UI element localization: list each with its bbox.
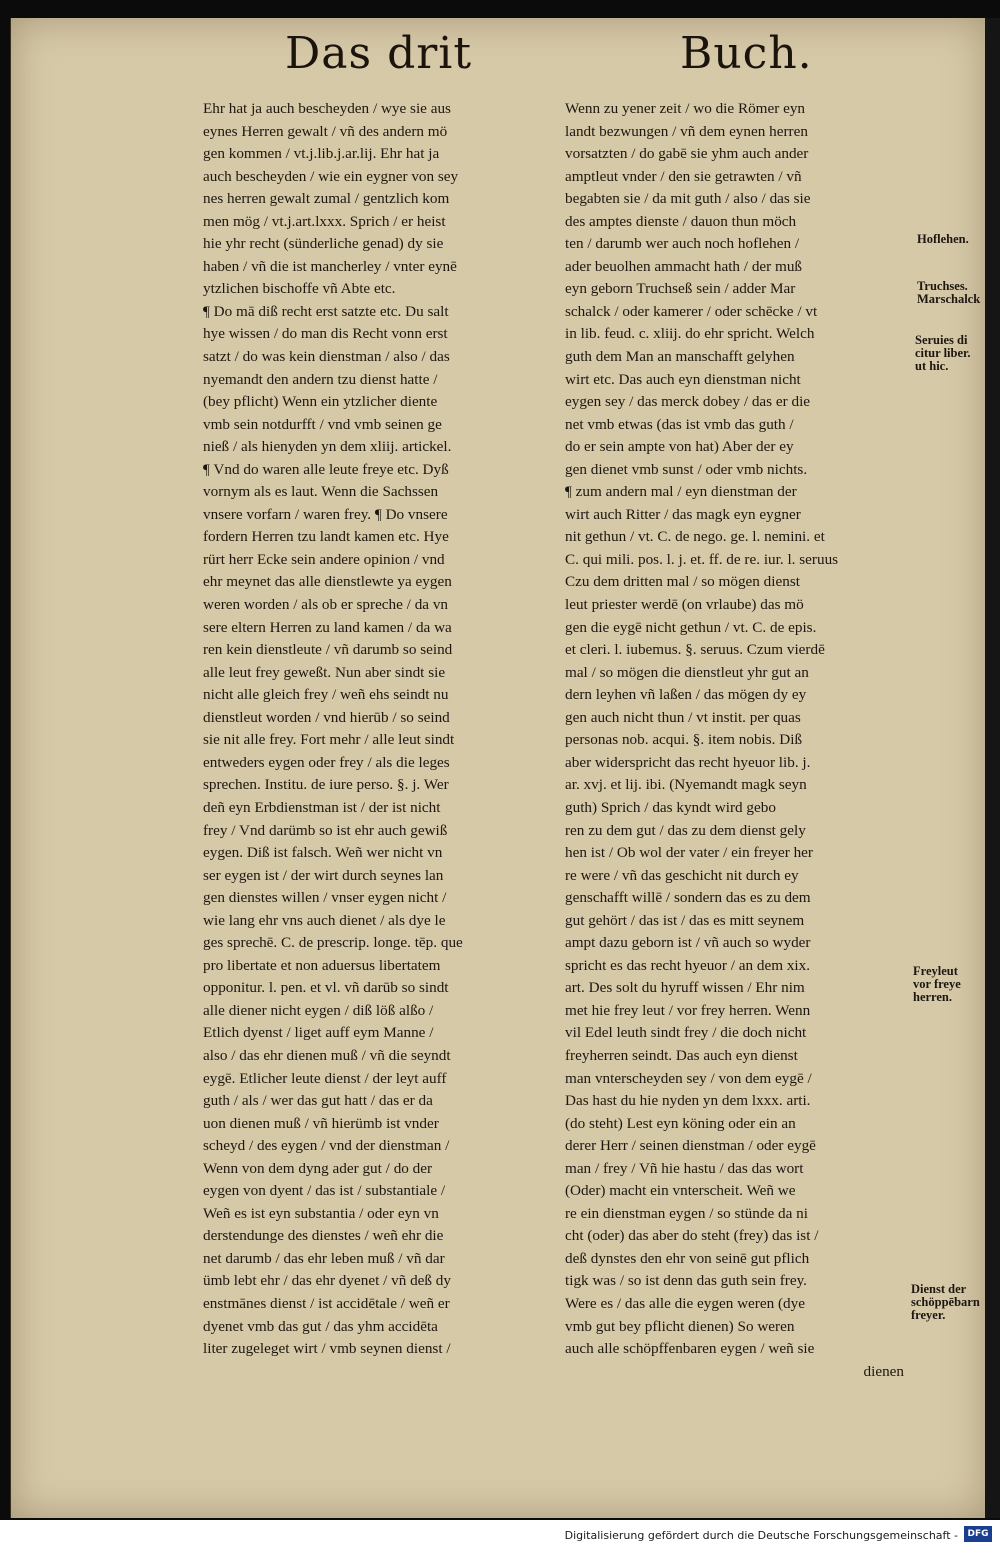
left-column-line: fordern Herren tzu landt kamen etc. Hye [203, 528, 449, 546]
marginal-note-line: ut hic. [915, 359, 949, 373]
left-column-line: nes herren gewalt zumal / gentzlich kom [203, 190, 450, 208]
marginal-note-seruies [915, 334, 971, 373]
left-column-line: dienstleut worden / vnd hierūb / so seind [203, 708, 450, 726]
left-column-line: sprechen. Institu. de iure perso. §. j. Wer [203, 776, 449, 794]
right-column-line: ar. xvj. et lij. ibi. (Nyemandt magk seyn [565, 776, 807, 794]
right-column-line: des amptes dienste / dauon thun möch [565, 212, 797, 230]
left-column-line: net darumb / das ehr leben muß / vñ dar [203, 1249, 445, 1267]
marginal-note-line: Freyleut [913, 964, 958, 978]
right-column-line: tigk was / so ist denn das guth sein frey. [565, 1272, 807, 1290]
right-column-line: spricht es das recht hyeuor / an dem xix. [565, 956, 811, 974]
right-column-line: wirt auch Ritter / das magk eyn eygner [565, 505, 801, 523]
left-column-line: enstmānes dienst / ist accidētale / weñ er [203, 1294, 450, 1312]
left-column-line: eynes Herren gewalt / vñ des andern mö [203, 122, 448, 140]
left-column-line: scheyd / des eygen / vnd der dienstman / [203, 1137, 450, 1155]
left-column-line: satzt / do was kein dienstman / also / das [203, 348, 450, 366]
left-column-line: eygen. Diß ist falsch. Weñ wer nicht vn [203, 844, 443, 862]
right-column-line: vil Edel leuth sindt frey / die doch nicht [565, 1024, 807, 1042]
right-column-line: freyherren seindt. Das auch eyn dienst [565, 1046, 798, 1064]
left-column-line: nicht alle gleich frey / weñ ehs seindt nu [203, 686, 449, 704]
right-column-line: man vnterscheyden sey / von dem eygē / [565, 1069, 812, 1087]
marginal-note-line: citur liber. [915, 346, 971, 360]
right-column-line: hen ist / Ob wol der vater / ein freyer her [565, 844, 813, 862]
left-column-line: Weñ es ist eyn substantia / oder eyn vn [203, 1204, 439, 1222]
left-column-line: auch bescheyden / wie ein eygner von sey [203, 167, 459, 185]
left-column-line: (bey pflicht) Wenn ein ytzlicher diente [203, 393, 438, 411]
left-column-line: deñ eyn Erbdienstman ist / der ist nicht [203, 798, 441, 816]
marginal-note-line: freyer. [911, 1308, 946, 1322]
marginal-note-line: Marschalck [917, 292, 981, 306]
right-column-line: begabten sie / da mit guth / also / das sie [565, 190, 811, 208]
marginal-note-line: Dienst der [911, 1282, 967, 1296]
marginal-note-line: vor freye [913, 977, 961, 991]
catchword: dienen [863, 1362, 904, 1380]
left-column-line: vornym als es laut. Wenn die Sachssen [203, 483, 439, 501]
page-edge [985, 18, 1000, 1518]
left-column-line: ¶ Vnd do waren alle leute freye etc. Dyß [203, 460, 449, 478]
right-column-line: deß dynstes den ehr von seinē gut pflich [565, 1249, 810, 1267]
left-column-line: haben / vñ die ist mancherley / vnter eynē [203, 257, 457, 275]
left-column-line: dyenet vmb das gut / das yhm accidēta [203, 1317, 438, 1335]
right-column-line: schalck / oder kamerer / oder schēcke / vt [565, 302, 818, 320]
left-column-line: hye wissen / do man dis Recht vonn erst [203, 325, 448, 343]
left-column-line: gen dienstes willen / vnser eygen nicht / [203, 889, 447, 907]
running-head-left: Das drit [285, 28, 473, 79]
left-column-line: wie lang ehr vns auch dienet / als dye le [203, 911, 446, 929]
running-head-right: Buch. [680, 28, 813, 79]
right-column-line: re were / vñ das geschicht nit durch ey [565, 866, 799, 884]
text-column-right [565, 98, 912, 1383]
right-column-line: ¶ zum andern mal / eyn dienstman der [565, 483, 797, 501]
left-column-line: also / das ehr dienen muß / vñ die seyndt [203, 1046, 451, 1064]
right-column-line: met hie frey leut / vor frey herren. Wenn [565, 1001, 811, 1019]
left-column-line: nieß / als hienyden yn dem xliij. artickel. [203, 438, 452, 456]
left-column-line: guth / als / wer das gut hatt / das er da [203, 1092, 433, 1110]
marginal-note-line: Truchses. [917, 279, 968, 293]
left-column-line: Ehr hat ja auch bescheyden / wye sie aus [203, 100, 451, 117]
right-column-line: Wenn zu yener zeit / wo die Römer eyn [565, 100, 806, 117]
text-column-left [203, 98, 548, 1361]
left-column-line: ytzlichen bischoffe vñ Abte etc. [203, 280, 396, 298]
right-column-line: ampt dazu geborn ist / vñ auch so wyder [565, 934, 811, 952]
left-column-line: men mög / vt.j.art.lxxx. Sprich / er heist [203, 212, 446, 230]
dfg-logo: DFG [964, 1526, 992, 1542]
right-column-line: do er sein ampte von hat) Aber der ey [565, 438, 794, 456]
marginal-note-truchses [917, 280, 980, 306]
right-column-line: auch alle schöpffenbaren eygen / weñ sie [565, 1340, 815, 1358]
left-column-line: rürt herr Ecke sein andere opinion / vnd [203, 550, 445, 568]
right-column-line: ten / darumb wer auch noch hoflehen / [565, 235, 800, 253]
left-column-line: vmb sein notdurfft / vnd vmb seinen ge [203, 415, 442, 433]
right-column-line: re ein dienstman eygen / so stünde da ni [565, 1204, 808, 1222]
right-column-line: et cleri. l. iubemus. §. seruus. Czum vierdē [565, 641, 825, 659]
right-column-line: gen auch nicht thun / vt instit. per quas [565, 708, 801, 726]
left-column-line: sere eltern Herren zu land kamen / da wa [203, 618, 452, 636]
right-column-line: personas nob. acqui. §. item nobis. Diß [565, 731, 803, 749]
left-column-line: gen kommen / vt.j.lib.j.ar.lij. Ehr hat ja [203, 145, 440, 163]
marginal-note-line: Seruies di [915, 333, 968, 347]
marginal-note-freyleut [913, 965, 961, 1004]
marginal-note-line: Hoflehen. [917, 232, 969, 246]
right-column-line: Were es / das alle die eygen weren (dye [565, 1294, 805, 1312]
funding-notice: Digitalisierung gefördert durch die Deutsche Forschungsgemeinschaft - [564, 1529, 958, 1542]
right-column-line: wirt etc. Das auch eyn dienstman nicht [565, 370, 801, 388]
right-column-line: art. Des solt du hyruff wissen / Ehr nim [565, 979, 805, 997]
right-column-line: Czu dem dritten mal / so mögen dienst [565, 573, 800, 591]
left-column-line: opponitur. l. pen. et vl. vñ darūb so sindt [203, 979, 449, 997]
right-column-line: net vmb etwas (das ist vmb das guth / [565, 415, 794, 433]
right-column-line: mal / so mögen die dienstleut yhr gut an [565, 663, 809, 681]
right-column-line: nit gethun / vt. C. de nego. ge. l. nemini. et [565, 528, 825, 546]
right-column-line: guth) Sprich / das kyndt wird gebo [565, 798, 776, 816]
left-column-line: uon dienen muß / vñ hierümb ist vnder [203, 1114, 439, 1132]
marginal-note-line: herren. [913, 990, 952, 1004]
left-column-line: ges sprechē. C. de prescrip. longe. tēp. que [203, 934, 463, 952]
right-column-line: eyn geborn Truchseß sein / adder Mar [565, 280, 796, 298]
right-column-line: in lib. feud. c. xliij. do ehr spricht. Welch [565, 325, 815, 343]
marginal-note-line: schöppēbarn [911, 1295, 980, 1309]
left-column-line: alle leut frey geweßt. Nun aber sindt sie [203, 663, 446, 681]
right-column-line: vorsatzten / do gabē sie yhm auch ander [565, 145, 809, 163]
right-column-line: cht (oder) das aber do steht (frey) das ist / [565, 1227, 819, 1245]
left-column-line: ren kein dienstleute / vñ darumb so seind [203, 641, 453, 659]
left-column-line: ¶ Do mā diß recht erst satzte etc. Du salt [203, 302, 449, 320]
left-column-line: derstendunge des dienstes / weñ ehr die [203, 1227, 444, 1245]
right-column-line: genschafft willē / sondern das es zu dem [565, 889, 811, 907]
right-column-line: gut gehört / das ist / das es mitt seynem [565, 911, 805, 929]
right-column-line: guth dem Man an manschafft gelyhen [565, 348, 795, 366]
left-column-line: sie nit alle frey. Fort mehr / alle leut sindt [203, 731, 455, 749]
footer-bar [0, 1520, 1000, 1549]
left-column-line: nyemandt den andern tzu dienst hatte / [203, 370, 438, 388]
left-column-line: frey / Vnd darümb so ist ehr auch gewiß [203, 821, 448, 839]
left-column-line: ser eygen ist / der wirt durch seynes lan [203, 866, 444, 884]
left-column-line: ehr meynet das alle dienstlewte ya eygen [203, 573, 452, 591]
left-column-line: pro libertate et non aduersus libertatem [203, 956, 441, 974]
right-column-line: vmb gut bey pflicht dienen) So weren [565, 1317, 795, 1335]
right-column-line: (Oder) macht ein vnterscheit. Weñ we [565, 1182, 796, 1200]
right-column-line: aber widerspricht das recht hyeuor lib. j. [565, 753, 811, 771]
left-column-line: eygen von dyent / das ist / substantiale / [203, 1182, 446, 1200]
right-column-line: man / frey / Vñ hie hastu / das das wort [565, 1159, 804, 1177]
right-column-line: C. qui mili. pos. l. j. et. ff. de re. iur. l. seruus [565, 550, 839, 568]
left-column-line: entweders eygen oder frey / als die leges [203, 753, 450, 771]
right-column-line: gen die eygē nicht gethun / vt. C. de epis. [565, 618, 817, 636]
left-column-line: weren worden / als ob er spreche / da vn [203, 596, 449, 614]
right-column-line: (do steht) Lest eyn köning oder ein an [565, 1114, 796, 1132]
left-column-line: ümb lebt ehr / das ehr dyenet / vñ deß dy [203, 1272, 451, 1290]
left-column-line: alle diener nicht eygen / diß löß alßo / [203, 1001, 434, 1019]
left-column-line: Etlich dyenst / liget auff eym Manne / [203, 1024, 434, 1042]
right-column-line: dern leyhen vñ laßen / das mögen dy ey [565, 686, 807, 704]
right-column-line: landt bezwungen / vñ dem eynen herren [565, 122, 808, 140]
marginal-note-hoflehen [917, 233, 969, 246]
right-column-line: gen dienet vmb sunst / oder vmb nichts. [565, 460, 808, 478]
right-column-line: ren zu dem gut / das zu dem dienst gely [565, 821, 806, 839]
right-column-line: derer Herr / seinen dienstman / oder eygē [565, 1137, 816, 1155]
right-column-line: ader beuolhen ammacht hath / der muß [565, 257, 803, 275]
left-column-line: liter zugeleget wirt / vmb seynen dienst / [203, 1340, 451, 1358]
right-column-line: amptleut vnder / den sie getrawten / vñ [565, 167, 802, 185]
right-column-line: Das hast du hie nyden yn dem lxxx. arti. [565, 1092, 811, 1110]
left-column-line: vnsere vorfarn / waren frey. ¶ Do vnsere [203, 505, 448, 523]
right-column-line: eygen sey / das merck dobey / das er die [565, 393, 811, 411]
left-column-line: eygē. Etlicher leute dienst / der leyt auff [203, 1069, 447, 1087]
left-column-line: hie yhr recht (sünderliche genad) dy sie [203, 235, 444, 253]
left-column-line: Wenn von dem dyng ader gut / do der [203, 1159, 433, 1177]
right-column-line: leut priester werdē (on vrlaube) das mö [565, 596, 804, 614]
marginal-note-dienst [911, 1283, 980, 1322]
